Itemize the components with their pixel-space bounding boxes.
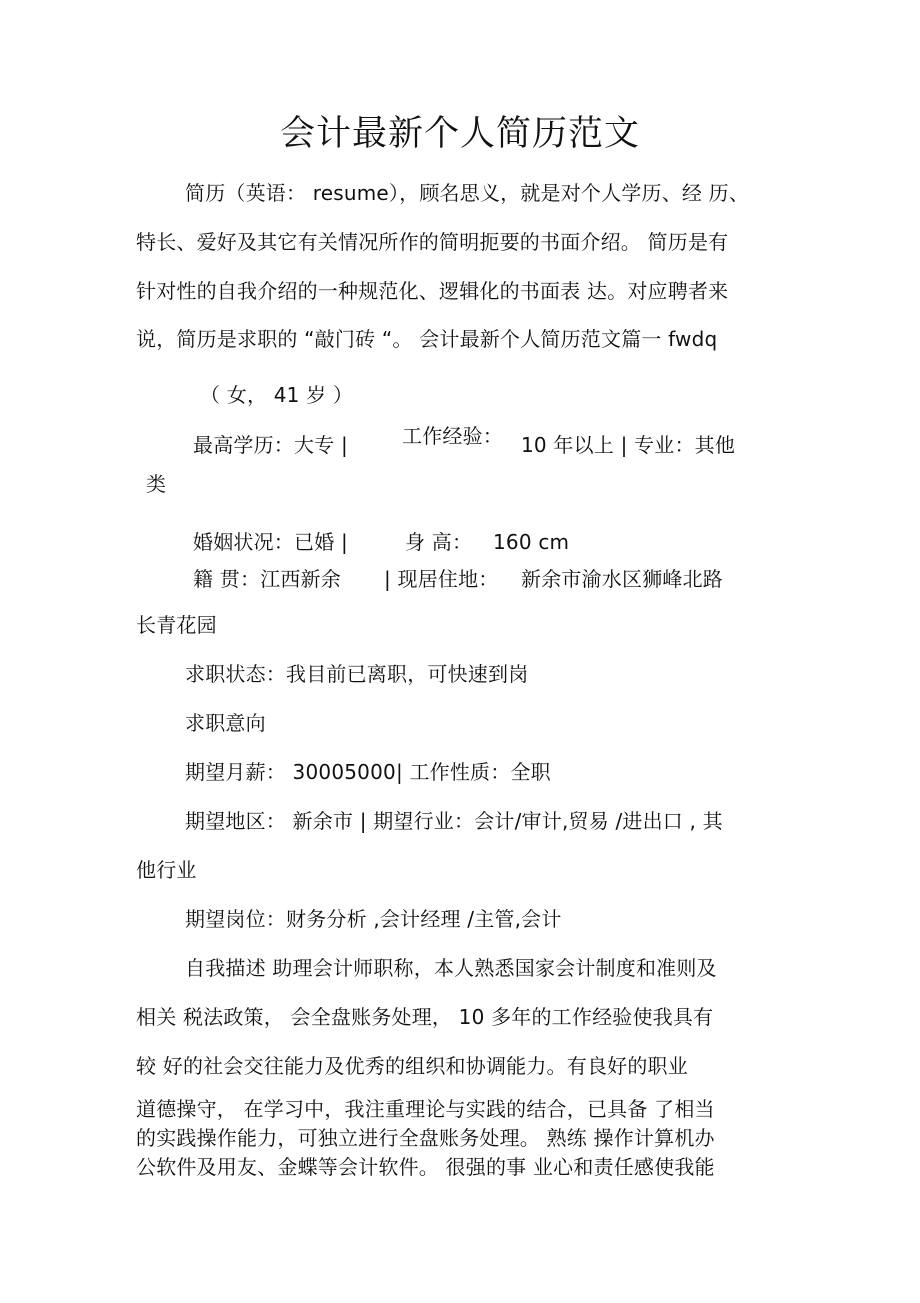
self-desc-line-1: 自我描述 助理会计师职称，本人熟悉国家会计制度和准则及	[185, 956, 717, 980]
intro-line-3: 针对性的自我介绍的一种规范化、逻辑化的书面表 达。对应聘者来	[136, 279, 729, 303]
self-desc-line-3: 较 好的社会交往能力及优秀的组织和协调能力。有良好的职业	[136, 1054, 688, 1078]
intention-heading: 求职意向	[185, 711, 266, 735]
self-desc-line-4: 道德操守， 在学习中，我注重理论与实践的结合，已具备 了相当	[136, 1097, 715, 1121]
intro-line-4: 说，简历是求职的 “敲门砖 “。 会计最新个人简历范文篇一 fwdq	[136, 327, 718, 351]
intro-line-2: 特长、爱好及其它有关情况所作的简明扼要的书面介绍。 简历是有	[136, 230, 729, 254]
position-line: 期望岗位：财务分析 ,会计经理 /主管,会计	[185, 907, 562, 931]
profile-gender-age: （ 女， 41 岁 ）	[200, 383, 354, 407]
profile-residence-value: 新余市渝水区狮峰北路	[521, 567, 723, 591]
salary-line: 期望月薪： 30005000| 工作性质：全职	[185, 760, 551, 784]
job-status: 求职状态：我目前已离职，可快速到岗	[185, 662, 529, 686]
page-title: 会计最新个人简历范文	[279, 114, 640, 154]
region-wrap: 他行业	[136, 858, 197, 882]
profile-marital: 婚姻状况：已婚 |	[193, 530, 348, 554]
profile-experience-label: 工作经验：	[402, 424, 503, 448]
self-desc-line-5: 的实践操作能力，可独立进行全盘账务处理。 熟练 操作计算机办	[136, 1126, 715, 1150]
profile-native: 籍 贯：江西新余	[193, 567, 341, 591]
profile-education: 最高学历：大专 |	[193, 433, 348, 457]
profile-height-label: 身 高：	[405, 530, 473, 554]
profile-experience-value: 10 年以上 | 专业：其他	[521, 433, 736, 457]
region-line: 期望地区： 新余市 | 期望行业：会计/审计,贸易 /进出口 , 其	[185, 809, 723, 833]
intro-line-1: 简历（英语： resume），顾名思义，就是对个人学历、经 历、	[185, 181, 750, 205]
profile-experience-wrap: 类	[146, 472, 167, 496]
profile-height-value: 160 cm	[493, 530, 570, 554]
self-desc-line-2: 相关 税法政策， 会全盘账务处理， 10 多年的工作经验使我具有	[136, 1005, 714, 1029]
self-desc-line-6: 公软件及用友、金蝶等会计软件。 很强的事 业心和责任感使我能	[136, 1155, 715, 1179]
profile-residence-wrap: 长青花园	[136, 613, 217, 637]
profile-residence-label: | 现居住地：	[384, 567, 499, 591]
